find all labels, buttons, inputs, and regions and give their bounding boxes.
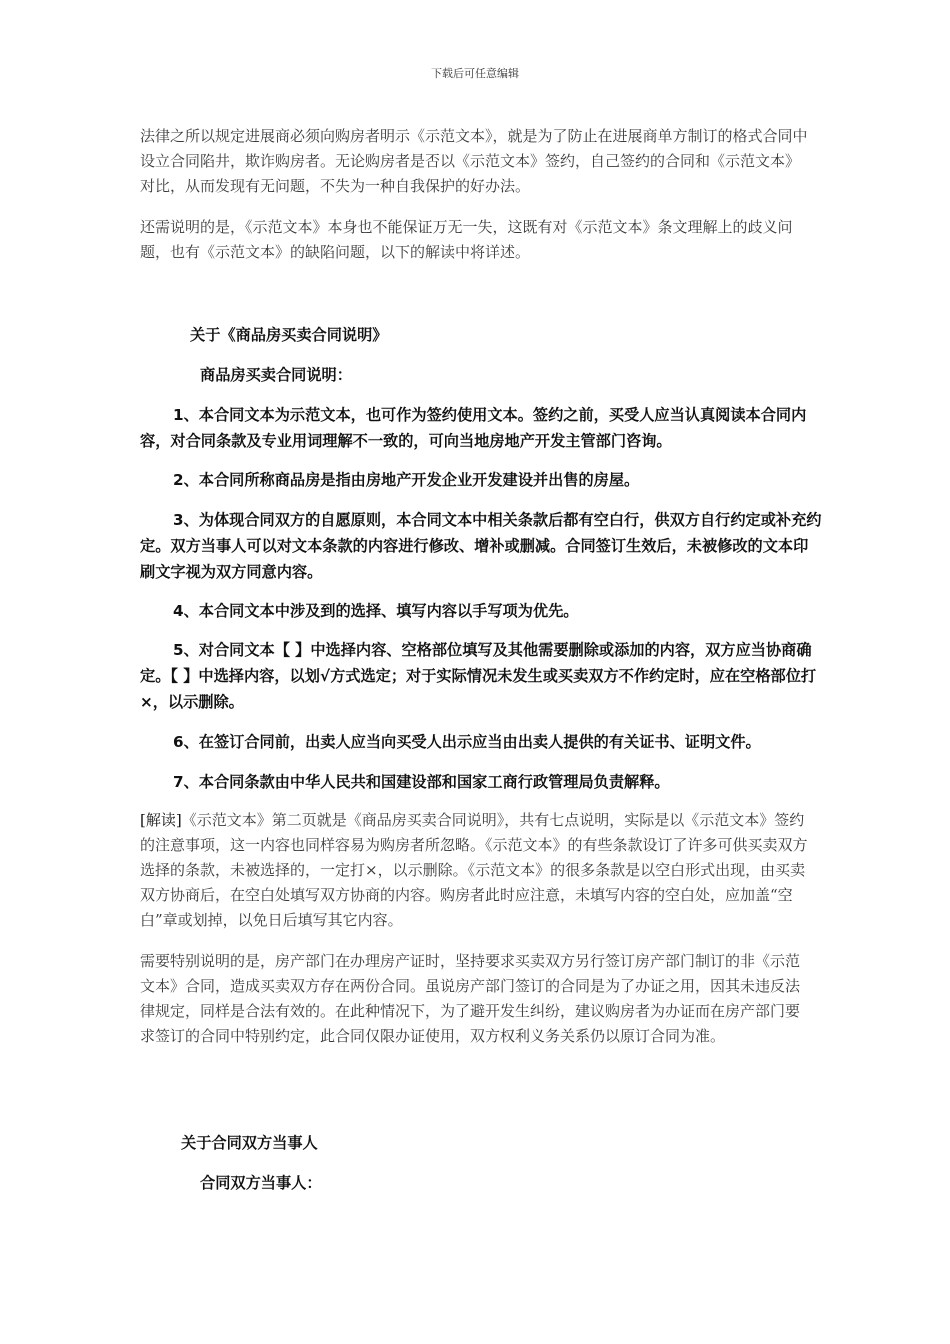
intro-paragraph-1: 法律之所以规定进展商必须向购房者明示《示范文本》，就是为了防止在进展商单方制订的格式合同中设立合同陷井，欺诈购房者。无论购房者是否以《示范文本》签约，自己签约的合同和《示范文本》对比，从而发现有无问题，不失为一种自我保护的好办法。 <box>140 127 808 195</box>
special-note-paragraph: 需要特别说明的是，房产部门在办理房产证时，坚持要求买卖双方另行签订房产部门制订的非《示范文本》合同，造成买卖双方存在两份合同。虽说房产部门签订的合同是为了办证之用，因其未违反法律规定，同样是合法有效的。在此种情况下，为了避开发生纠纷，建议购房者为办证而在房产部门要求签订的合同中特别约定，此合同仅限办证使用，双方权利义务关系仍以原订合同为准。 <box>140 952 801 1045</box>
contract-note-item-2: 2、本合同所称商品房是指由房地产开发企业开发建设并出售的房屋。 <box>173 471 640 489</box>
contract-note-item-7: 7、本合同条款由中华人民共和国建设部和国家工商行政管理局负责解释。 <box>173 773 670 791</box>
section-heading-contract-notes: 关于《商品房买卖合同说明》 <box>190 326 388 344</box>
interpretation-tag: [解读] <box>140 811 182 829</box>
section-subheading-parties: 合同双方当事人： <box>200 1174 322 1192</box>
interpretation-paragraph <box>140 808 812 933</box>
contract-note-item-1: 1、本合同文本为示范文本，也可作为签约使用文本。签约之前，买受人应当认真阅读本合同内容，对合同条款及专业用词理解不一致的，可向当地房地产开发主管部门咨询。 <box>140 406 807 450</box>
contract-note-item-4: 4、本合同文本中涉及到的选择、填写内容以手写项为优先。 <box>173 602 579 620</box>
section-subheading-contract-notes: 商品房买卖合同说明： <box>200 366 352 384</box>
page-header: 下载后可任意编辑 <box>431 67 519 80</box>
contract-note-item-5: 5、对合同文本【 】中选择内容、空格部位填写及其他需要删除或添加的内容，双方应当协商确定。【 】中选择内容，以划√方式选定；对于实际情况未发生或买卖双方不作约定时，应在空格部位打×，以示删除。 <box>140 641 817 711</box>
contract-note-item-3: 3、为体现合同双方的自愿原则，本合同文本中相关条款后都有空白行，供双方自行约定或补充约定。双方当事人可以对文本条款的内容进行修改、增补或删减。合同签订生效后，未被修改的文本印刷文字视为双方同意内容。 <box>140 511 822 581</box>
section-heading-parties: 关于合同双方当事人 <box>181 1134 318 1152</box>
contract-note-item-6: 6、在签订合同前，出卖人应当向买受人出示应当由出卖人提供的有关证书、证明文件。 <box>173 733 761 751</box>
interpretation-text: 《示范文本》第二页就是《商品房买卖合同说明》，共有七点说明，实际是以《示范文本》签约的注意事项，这一内容也同样容易为购房者所忽略。《示范文本》的有些条款设订了许多可供买卖双方选择的条款，未被选择的，一定打×，以示删除。《示范文本》的很多条款是以空白形式出现，由买卖双方协商后，在空白处填写双方协商的内容。购房者此时应注意，未填写内容的空白处，应加盖“空白”章或划掉，以免日后填写其它内容。 <box>140 811 808 929</box>
intro-paragraph-2: 还需说明的是，《示范文本》本身也不能保证万无一失，这既有对《示范文本》条文理解上的歧义问题，也有《示范文本》的缺陷问题，以下的解读中将详述。 <box>140 218 793 261</box>
